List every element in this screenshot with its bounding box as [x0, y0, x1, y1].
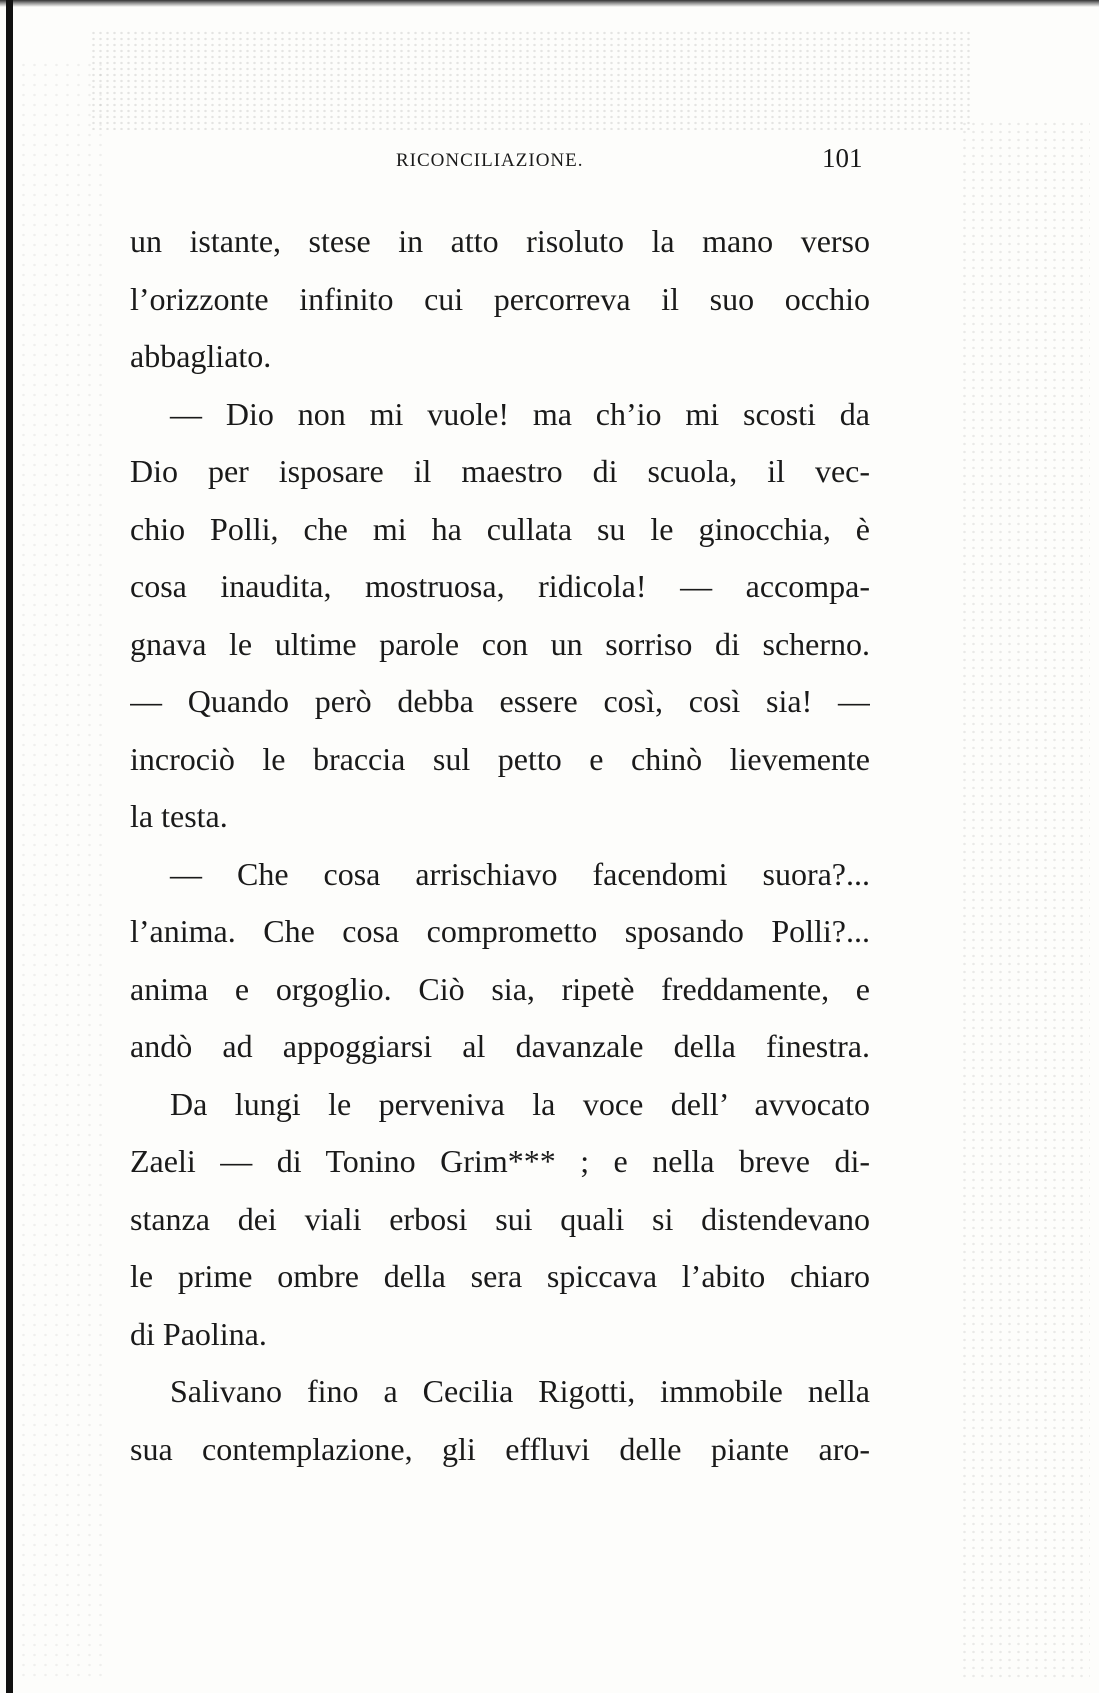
paper-speckle-left — [18, 60, 108, 1680]
paper-speckle-top — [90, 30, 970, 130]
text-line: anima e orgoglio. Ciò sia, ripetè freddamente, e — [130, 970, 870, 1007]
text-line: stanza dei viali erbosi sui quali si distendevano — [130, 1200, 870, 1237]
text-line: l’orizzonte infinito cui percorreva il suo occhio — [130, 280, 870, 317]
text-line: sua contemplazione, gli effluvi delle piante aro- — [130, 1430, 870, 1467]
text-line: un istante, stese in atto risoluto la mano verso — [130, 223, 870, 259]
text-line: — Quando però debba essere così, così sia! — — [130, 683, 870, 719]
text-line: cosa inaudita, mostruosa, ridicola! — accompa- — [130, 568, 870, 604]
text-line: di Paolina. — [130, 1315, 267, 1352]
text-line: — Che cosa arrischiavo facendomi suora?... — [170, 855, 870, 892]
text-line: l’anima. Che cosa compromettο sposando Polli?... — [130, 913, 870, 949]
paper-speckle-right — [960, 120, 1090, 1680]
page-number: 101 — [822, 143, 863, 173]
text-line: incrociò le braccia sul petto e chinò lievemente — [130, 740, 870, 777]
text-line: — Dio non mi vuole! ma ch’io mi scosti da — [170, 395, 870, 432]
text-line: chio Polli, che mi ha cullata su le ginocchia, è — [130, 510, 870, 547]
text-line: abbagliato. — [130, 338, 272, 374]
text-line: la testa. — [130, 798, 228, 834]
page-binding-edge — [6, 0, 13, 1693]
text-line: andò ad appoggiarsi al davanzale della finestra. — [130, 1028, 870, 1064]
text-line: Dio per isposare il maestro di scuola, il vec- — [130, 453, 870, 489]
body-text — [130, 213, 870, 1478]
text-line: Da lungi le perveniva la voce dell’ avvocato — [170, 1085, 870, 1122]
page-top-edge — [0, 0, 1099, 7]
text-line: Salivano fino a Cecilia Rigotti, immobile nella — [170, 1373, 870, 1409]
text-line: gnava le ultime parole con un sorriso di scherno. — [130, 625, 870, 662]
running-head: RICONCILIAZIONE. — [396, 150, 584, 171]
text-line: Zaeli — di Tonino Grim*** ; e nella breve di- — [130, 1143, 870, 1179]
text-line: le prime ombre della sera spiccava l’abito chiaro — [130, 1258, 870, 1294]
